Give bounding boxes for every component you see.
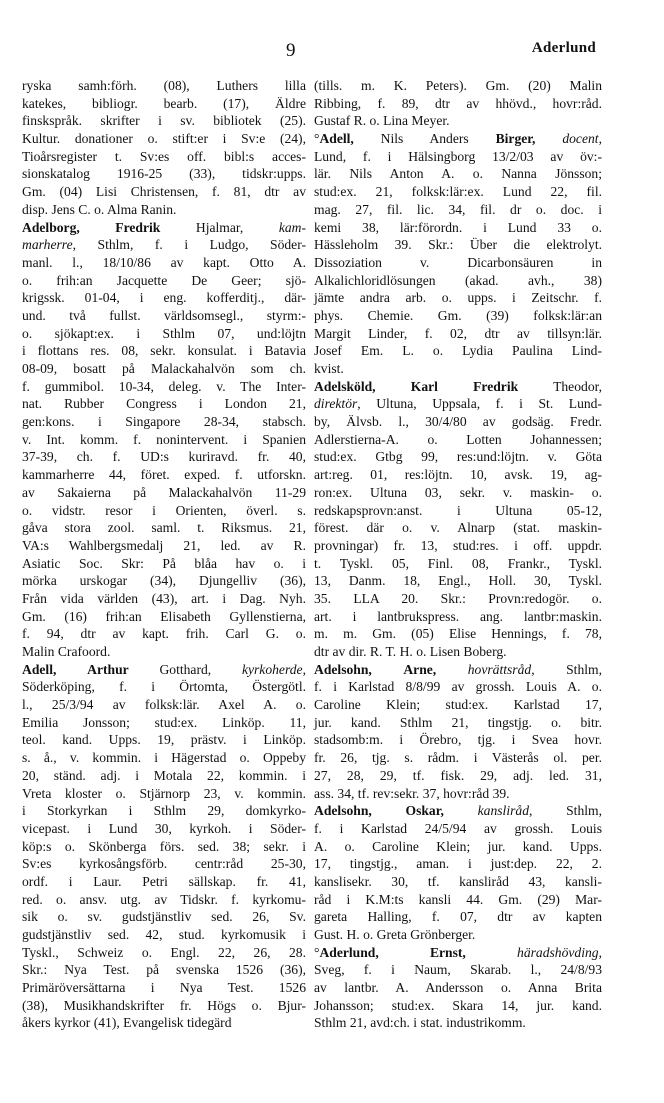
text-line: 08-09, bosatt på Malackahalvön som ch.	[22, 361, 306, 376]
text-line: 17, tingstjg., aman. i just:dep. 22, 2.	[314, 856, 602, 872]
text-line: f. gummibol. 10-34, deleg. v. The Inter-	[22, 378, 306, 394]
text-line: mag. 27, fil. lic. 34, fil. dr o. doc. i	[314, 201, 602, 217]
text-line: Från vida världen (43), art. i Dag. Nyh.	[22, 590, 306, 606]
text-line: f. i Karlstad 8/8/99 av grossh. Louis A. o.	[314, 679, 602, 695]
text-line: kammarherre 44, föret. exped. f. utforskn.	[22, 467, 306, 483]
text-line: Vreta kloster o. Stjärnorp 23, v. kommin.	[22, 785, 306, 801]
text-line: °Aderlund, Ernst, häradshövding,	[314, 944, 602, 960]
text-line: ordf. i Laur. Petri sällskap. fr. 41,	[22, 873, 306, 889]
text-line: jämte andra arb. o. upps. i Zeitschr. f.	[314, 290, 602, 306]
text-line: 20, ständ. adj. i Motala 22, kommin. i	[22, 767, 306, 783]
text-line: Gustaf R. o. Lina Meyer.	[314, 113, 450, 129]
text-line: lär. Nils Anton A. o. Nanna Jönsson;	[314, 166, 602, 182]
text-line: fr. 26, tjg. s. rådm. i Västerås ol. per.	[314, 750, 602, 766]
text-line: teol. kand. Upps. 19, prästv. i Linköp.	[22, 732, 306, 748]
text-line: (tills. m. K. Peters). Gm. (20) Malin	[314, 78, 602, 93]
text-line: krigssk. 01-04, i eng. kofferditj., där-	[22, 290, 306, 306]
text-line: Johansson; stud:ex. Skara 14, jur. kand.	[314, 997, 602, 1013]
text-line: sionskatalog 1916-25 (33), tidskr:upps.	[22, 166, 306, 182]
text-line: ryska samh:förh. (08), Luthers lilla	[22, 78, 306, 93]
text-line: gen:kons. i Singapore 28-34, stabsch.	[22, 414, 306, 430]
text-line: Adlerstierna-A. o. Lotten Johannessen;	[314, 431, 602, 447]
text-line: redskapsprovn:anst. i Ultuna 05-12,	[314, 502, 602, 518]
text-line: kanslisekr. 30, tf. kansliråd 43, kansli-	[314, 873, 602, 889]
text-line: 27, 28, 29, tf. fisk. 29, adj. led. 31,	[314, 767, 602, 783]
text-line: f. 94, dtr av kapt. frih. Carl G. o.	[22, 626, 306, 642]
text-line: nat. Rubber Congress i London 21,	[22, 396, 306, 412]
text-line: jur. kand. Sthlm 21, tingstjg. o. bitr.	[314, 714, 602, 730]
text-line: Gust. H. o. Greta Grönberger.	[314, 927, 476, 942]
text-line: gåva stora zool. saml. t. Riksmus. 21,	[22, 520, 306, 536]
text-line: dtr av dir. R. T. H. o. Lisen Boberg.	[314, 644, 507, 659]
text-line: Tyskl., Schweiz o. Engl. 22, 26, 28.	[22, 944, 306, 960]
text-line: förest. där o. v. Alnarp (stat. maskin-	[314, 520, 602, 536]
text-line: i Storkyrkan i Sthlm 29, domkyrko-	[22, 803, 306, 819]
text-line: Primäröversättarna i Nya Test. 1526	[22, 980, 306, 996]
text-line: Alkalichloridlösungen (akad. avh., 38)	[314, 272, 602, 288]
page-header	[0, 40, 664, 64]
text-line: gareta Halling, f. 07, dtr av kapten	[314, 909, 602, 925]
page-number: 9	[286, 40, 296, 61]
text-line: i flottans res. 08, sekr. konsulat. i Batavia	[22, 343, 306, 359]
text-line: av lantbr. A. Andersson o. Anna Brita	[314, 980, 602, 996]
text-line: v. Int. komm. f. nonintervent. i Spanien	[22, 431, 306, 447]
text-line: 35. LLA 20. Skr.: Provn:redogör. o.	[314, 590, 602, 606]
text-line: Asiatic Soc. Skr: På blåa hav o. i	[22, 555, 306, 571]
text-line: köp:s o. Skönberga förs. sed. 38; sekr. i	[22, 838, 306, 854]
text-line: Adelsköld, Karl Fredrik Theodor,	[314, 378, 602, 394]
text-line: Adelborg, Fredrik Hjalmar, kam-	[22, 219, 306, 235]
text-line: råd i K.M:ts kansli 44. Gm. (29) Mar-	[314, 891, 602, 907]
text-line: vicepast. i Lund 30, kyrkoh. i Söder-	[22, 820, 306, 836]
text-line: t. Tyskl. 05, Finl. 08, Frankr., Tyskl.	[314, 555, 602, 571]
text-line: VA:s Wahlbergsmedalj 21, led. av R.	[22, 537, 306, 553]
text-line: m. m. Gm. (05) Elise Hennings, f. 78,	[314, 626, 602, 642]
text-line: Adell, Arthur Gotthard, kyrkoherde,	[22, 661, 306, 677]
text-line: Dissoziation v. Dicarbonsäuren in	[314, 254, 602, 270]
right-column	[314, 77, 602, 1032]
text-line: av Sakaierna på Malackahalvön 11-29	[22, 484, 306, 500]
text-line: Kultur. donationer o. stift:er i Sv:e (24),	[22, 131, 306, 147]
text-line: Adelsohn, Oskar, kansliråd, Sthlm,	[314, 803, 602, 819]
text-line: phys. Chemie. Gm. (39) folksk:lär:an	[314, 307, 602, 323]
text-line: A. o. Caroline Klein; jur. kand. Upps.	[314, 838, 602, 854]
text-line: gudstjänstliv sed. 42, stud. kyrkomusik i	[22, 927, 306, 942]
text-line: f. i Karlstad 24/5/94 av grossh. Louis	[314, 820, 602, 836]
text-line: art:reg. 01, res:löjtn. 10, avsk. 19, ag-	[314, 467, 602, 483]
text-line: Ribbing, f. 89, dtr av hhövd., hovr:råd.	[314, 95, 602, 111]
text-line: stud:ex. 21, folksk:lär:ex. Lund 22, fil.	[314, 184, 602, 200]
text-line: Hässleholm 39. Skr.: Über die elektrolyt.	[314, 237, 602, 253]
text-line: o. vidstr. resor i Orienten, överl. s.	[22, 502, 306, 518]
text-line: Malin Crafoord.	[22, 644, 111, 659]
text-line: stud:ex. Gtbg 99, res:und:löjtn. v. Göta	[314, 449, 602, 465]
text-line: Gm. (16) frih:an Elisabeth Gyllenstierna,	[22, 608, 306, 624]
text-line: red. o. ansv. utg. av Tidskr. f. kyrkomu-	[22, 891, 306, 907]
text-line: marherre, Sthlm, f. i Ludgo, Söder-	[22, 237, 306, 253]
text-line: direktör, Ultuna, Uppsala, f. i St. Lund-	[314, 396, 602, 412]
text-line: ron:ex. Ultuna 03, sekr. v. maskin- o.	[314, 484, 602, 500]
text-line: kvist.	[314, 361, 344, 376]
text-line: manl. l., 18/10/86 av kapt. Otto A.	[22, 254, 306, 270]
text-line: Skr.: Nya Test. på svenska 1526 (36),	[22, 962, 306, 978]
text-line: Lund, f. i Hälsingborg 13/2/03 av öv:-	[314, 148, 602, 164]
text-line: Sv:es kyrkosångsförb. centr:råd 25-30,	[22, 856, 306, 872]
text-line: kemi 38, lär:förordn. i Lund 33 o.	[314, 219, 602, 235]
text-line: åkers kyrkor (41), Evangelisk tidegärd	[22, 1015, 232, 1031]
text-line: katekes, bibliogr. bearb. (17), Äldre	[22, 95, 306, 111]
text-line: disp. Jens C. o. Alma Ranin.	[22, 201, 177, 217]
text-line: Adelsohn, Arne, hovrättsråd, Sthlm,	[314, 661, 603, 677]
text-line: o. sjökapt:ex. i Sthlm 07, und:löjtn	[22, 325, 306, 341]
left-column	[22, 77, 306, 1032]
text-line: finskspråk. skrifter i sv. bibliotek (25).	[22, 113, 306, 129]
text-line: (38), Musikhandskrifter fr. Högs o. Bjur-	[22, 997, 306, 1013]
text-line: l., 25/3/94 av folksk:lär. Axel A. o.	[22, 697, 306, 713]
text-line: °Adell, Nils Anders Birger, docent,	[314, 131, 602, 147]
text-line: Gm. (04) Lisi Christensen, f. 81, dtr av	[22, 184, 306, 200]
text-line: s. å., v. kommin. i Hägerstad o. Oppeby	[22, 750, 306, 766]
running-head: Aderlund	[531, 40, 596, 56]
text-line: Söderköping, f. i Örtomta, Östergötl.	[22, 679, 306, 695]
text-line: Tioårsregister t. Sv:es off. bibl:s acces-	[22, 148, 306, 164]
text-line: by, Älvsb. l., 30/4/80 av godsäg. Fredr.	[314, 414, 602, 430]
text-line: Margit Linder, f. 02, dtr av tillsyn:lär.	[314, 325, 602, 341]
text-line: 13, Danm. 18, Engl., Holl. 30, Tyskl.	[314, 573, 602, 589]
text-line: Emilia Jonsson; stud:ex. Linköp. 11,	[22, 714, 306, 730]
text-line: art. i lantbrukspress. ang. lantbr:maskin.	[314, 608, 602, 624]
text-line: stadsomb:m. i Örebro, tjg. i Svea hovr.	[314, 732, 602, 748]
text-line: Caroline Klein; stud:ex. Karlstad 17,	[314, 697, 602, 713]
text-line: o. frih:an Jacquette De Geer; sjö-	[22, 272, 306, 288]
text-line: 37-39, ch. f. UD:s kuriravd. fr. 40,	[22, 449, 306, 465]
text-line: provningar) fr. 13, stud:res. i off. uppdr.	[314, 537, 602, 553]
text-line: mörka urskogar (34), Djungelliv (36),	[22, 573, 306, 589]
text-line: sik o. sv. gudstjänstliv sed. 26, Sv.	[22, 909, 306, 925]
text-line: Sthlm 21, avd:ch. i stat. industrikomm.	[314, 1015, 526, 1031]
text-line: ass. 34, tf. rev:sekr. 37, hovr:råd 39.	[314, 785, 510, 801]
text-line: Sveg, f. i Naum, Skarab. l., 24/8/93	[314, 962, 602, 978]
text-line: Josef Em. L. o. Lydia Paulina Lind-	[314, 343, 602, 359]
text-line: und. två fullst. världsomsegl., styrm:-	[22, 307, 306, 323]
